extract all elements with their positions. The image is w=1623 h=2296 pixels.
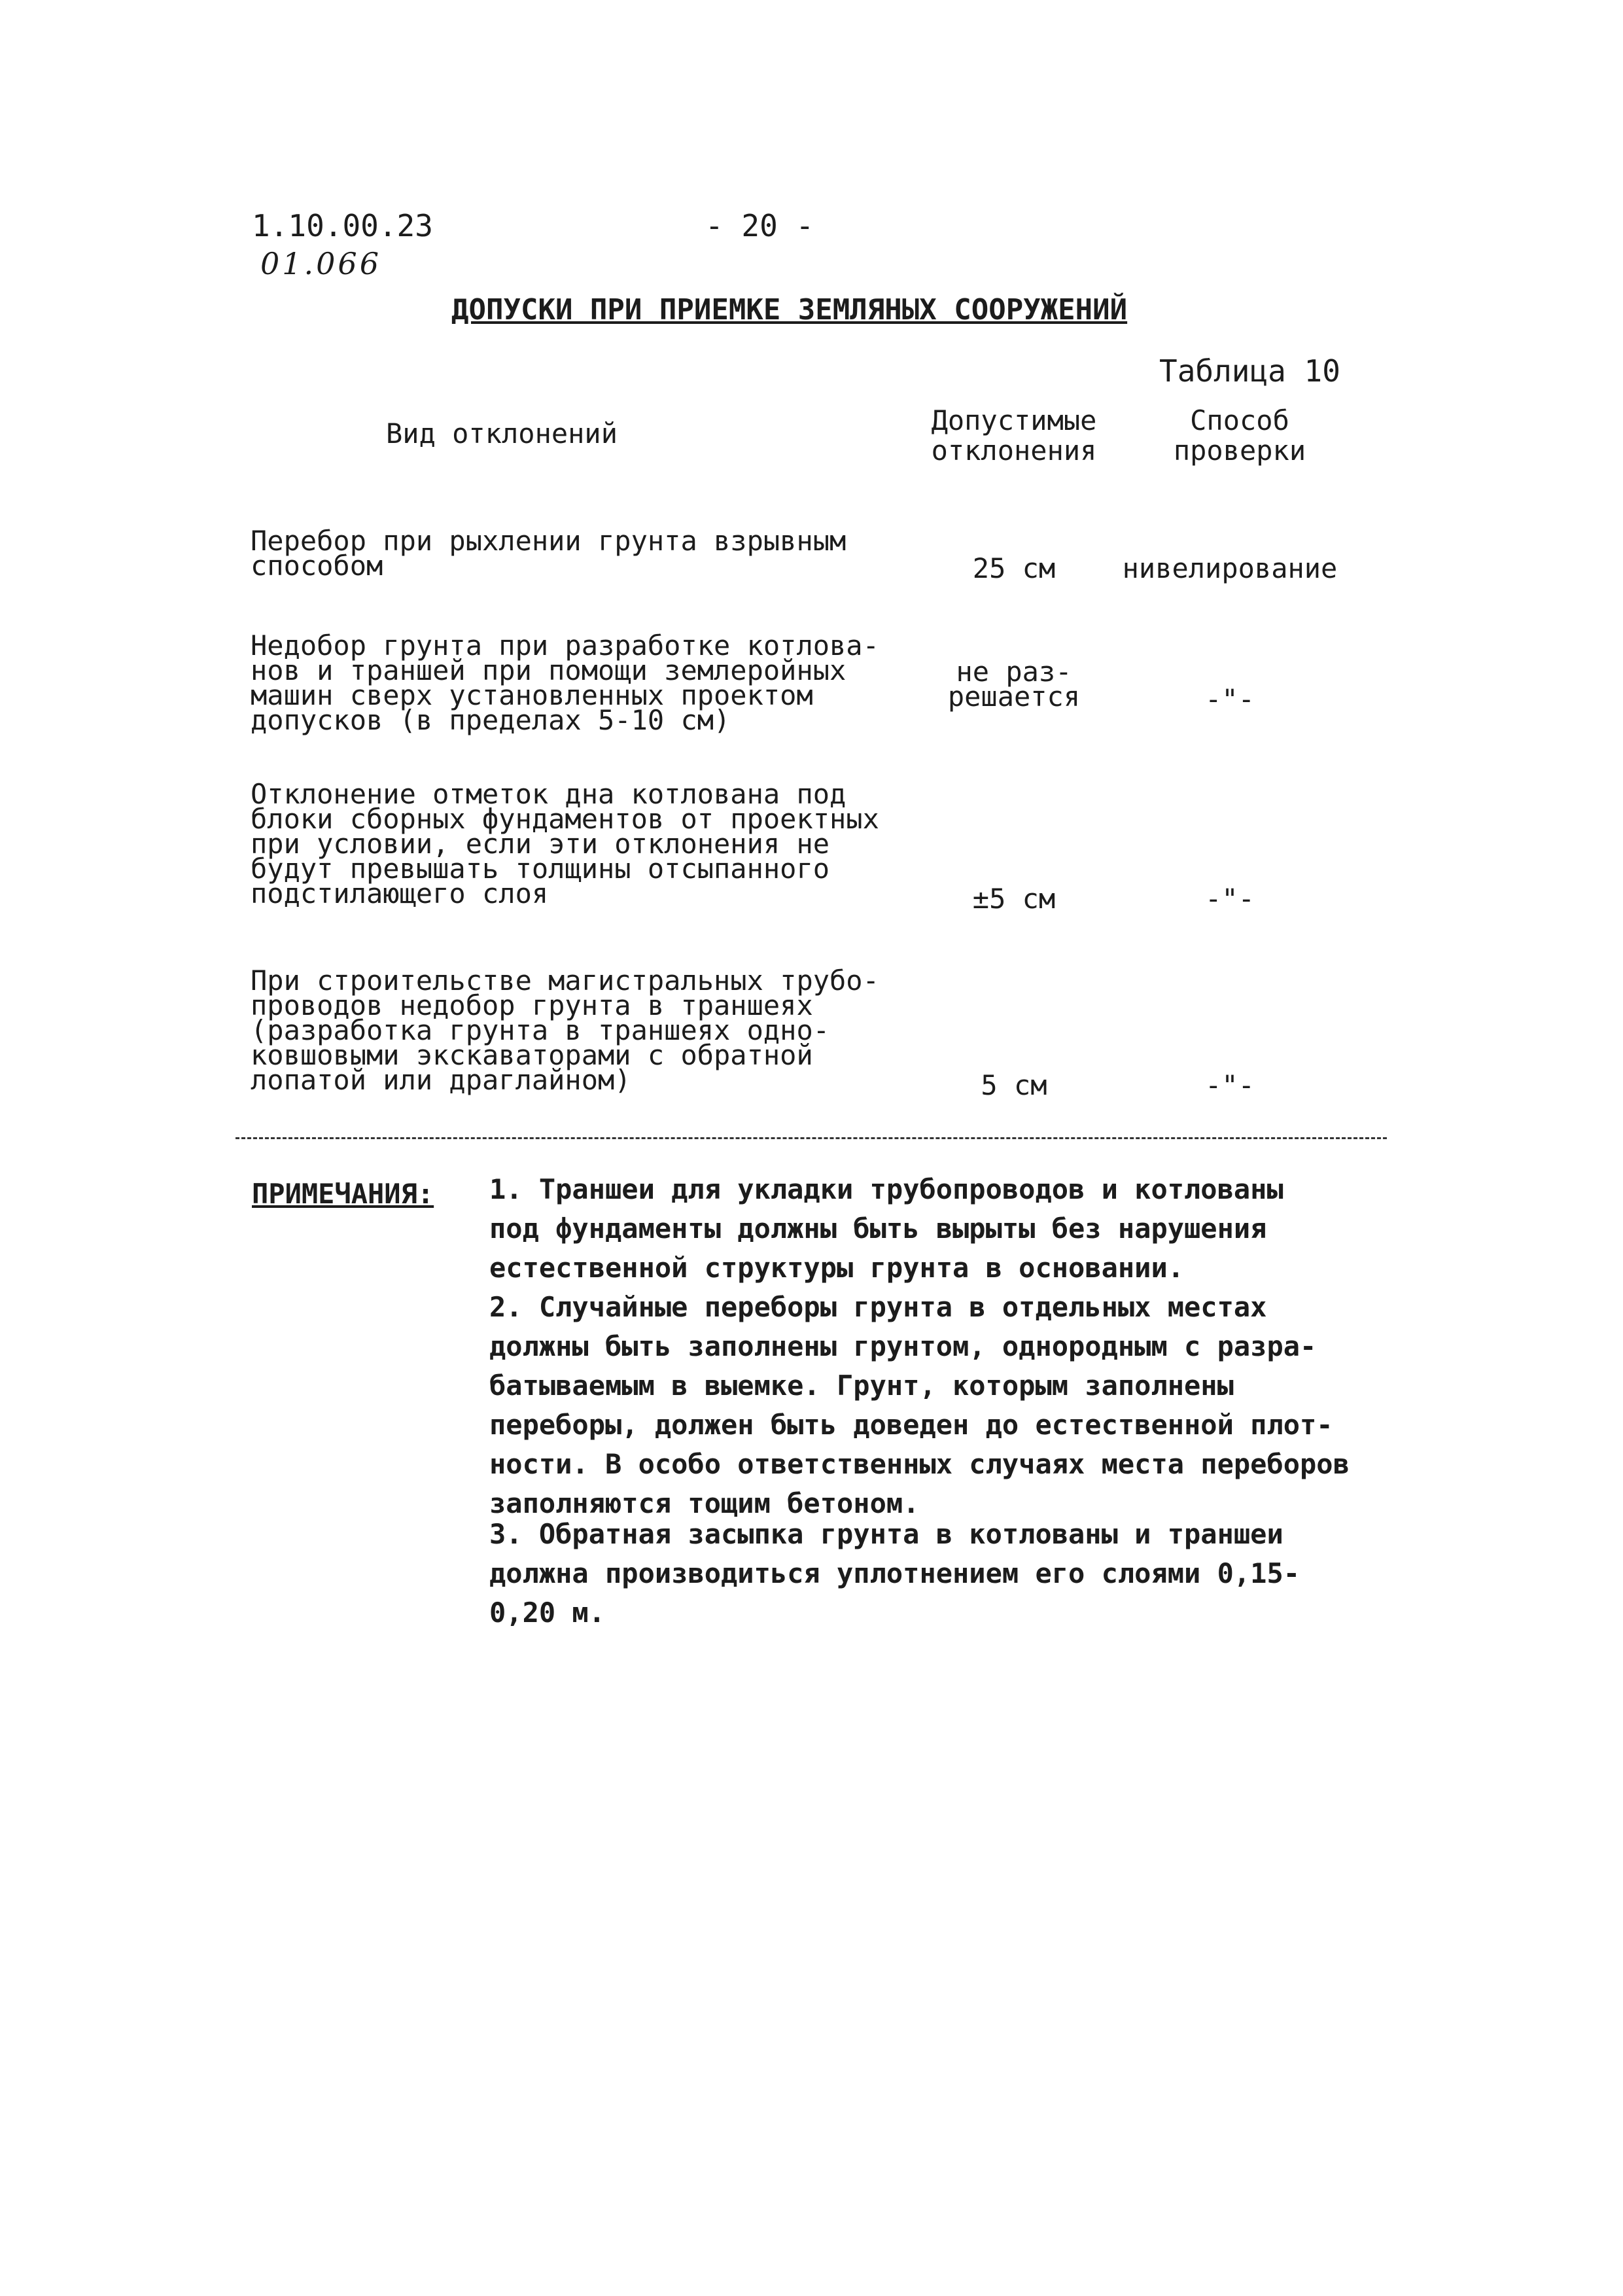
table-row-3-deviation: ±5 см bbox=[972, 883, 1056, 915]
table-row-1-method: нивелирование bbox=[1122, 552, 1338, 584]
table-label: Таблица 10 bbox=[1159, 353, 1340, 389]
handwritten-mark: 01.066 bbox=[260, 246, 381, 281]
table-row-3-method: -"- bbox=[1205, 883, 1255, 915]
document-code: 1.10.00.23 bbox=[252, 208, 433, 243]
table-row-1-deviation: 25 см bbox=[972, 552, 1056, 584]
document-title: ДОПУСКИ ПРИ ПРИЕМКЕ ЗЕМЛЯНЫХ СООРУЖЕНИЙ bbox=[451, 293, 1128, 327]
table-row-3-description: Отклонение отметок дна котлована под блоки сборных фундаментов от проектных при условии, если эти отклонения не будут превышать толщины отсыпанного подстилающего слоя bbox=[251, 778, 879, 910]
table-row-4-method: -"- bbox=[1205, 1069, 1255, 1101]
note-item-1: 1. Траншеи для укладки трубопроводов и котлованы под фундаменты должны быть вырыты без нарушения естественной структуры грунта в основании. bbox=[489, 1173, 1283, 1284]
table-row-2-method: -"- bbox=[1205, 683, 1255, 715]
column-header-kind: Вид отклонений bbox=[386, 417, 618, 450]
note-item-2: 2. Случайные переборы грунта в отдельных местах должны быть заполнены грунтом, однородным с разра- батываемым в выемке. Грунт, которым заполнены переборы, должен быть доведен до естественной плот- ности. В особо ответственных случаях места переборов заполняются тощим бетоном. bbox=[489, 1291, 1350, 1519]
table-row-2-deviation: не раз- решается bbox=[947, 656, 1081, 713]
page-number: - 20 - bbox=[705, 208, 814, 243]
table-row-2-description: Недобор грунта при разработке котлова- нов и траншей при помощи землеройных машин сверх установленных проектом допусков (в пределах 5-10 см) bbox=[251, 629, 879, 736]
table-row-4-deviation: 5 см bbox=[981, 1069, 1047, 1101]
table-row-4-description: При строительстве магистральных трубо- проводов недобор грунта в траншеях (разработка грунта в траншеях одно- ковшовыми экскаваторами с обратной лопатой или драглайном) bbox=[251, 964, 879, 1096]
column-header-method: Способ проверки bbox=[1173, 404, 1306, 467]
note-item-3: 3. Обратная засыпка грунта в котлованы и траншеи должна производиться уплотнением его слоями 0,15- 0,20 м. bbox=[489, 1518, 1300, 1629]
column-header-deviation: Допустимые отклонения bbox=[931, 404, 1097, 467]
table-row-1-description: Перебор при рыхлении грунта взрывным способом bbox=[251, 525, 846, 582]
table-bottom-rule bbox=[236, 1137, 1387, 1139]
notes-heading: ПРИМЕЧАНИЯ: bbox=[252, 1178, 434, 1210]
